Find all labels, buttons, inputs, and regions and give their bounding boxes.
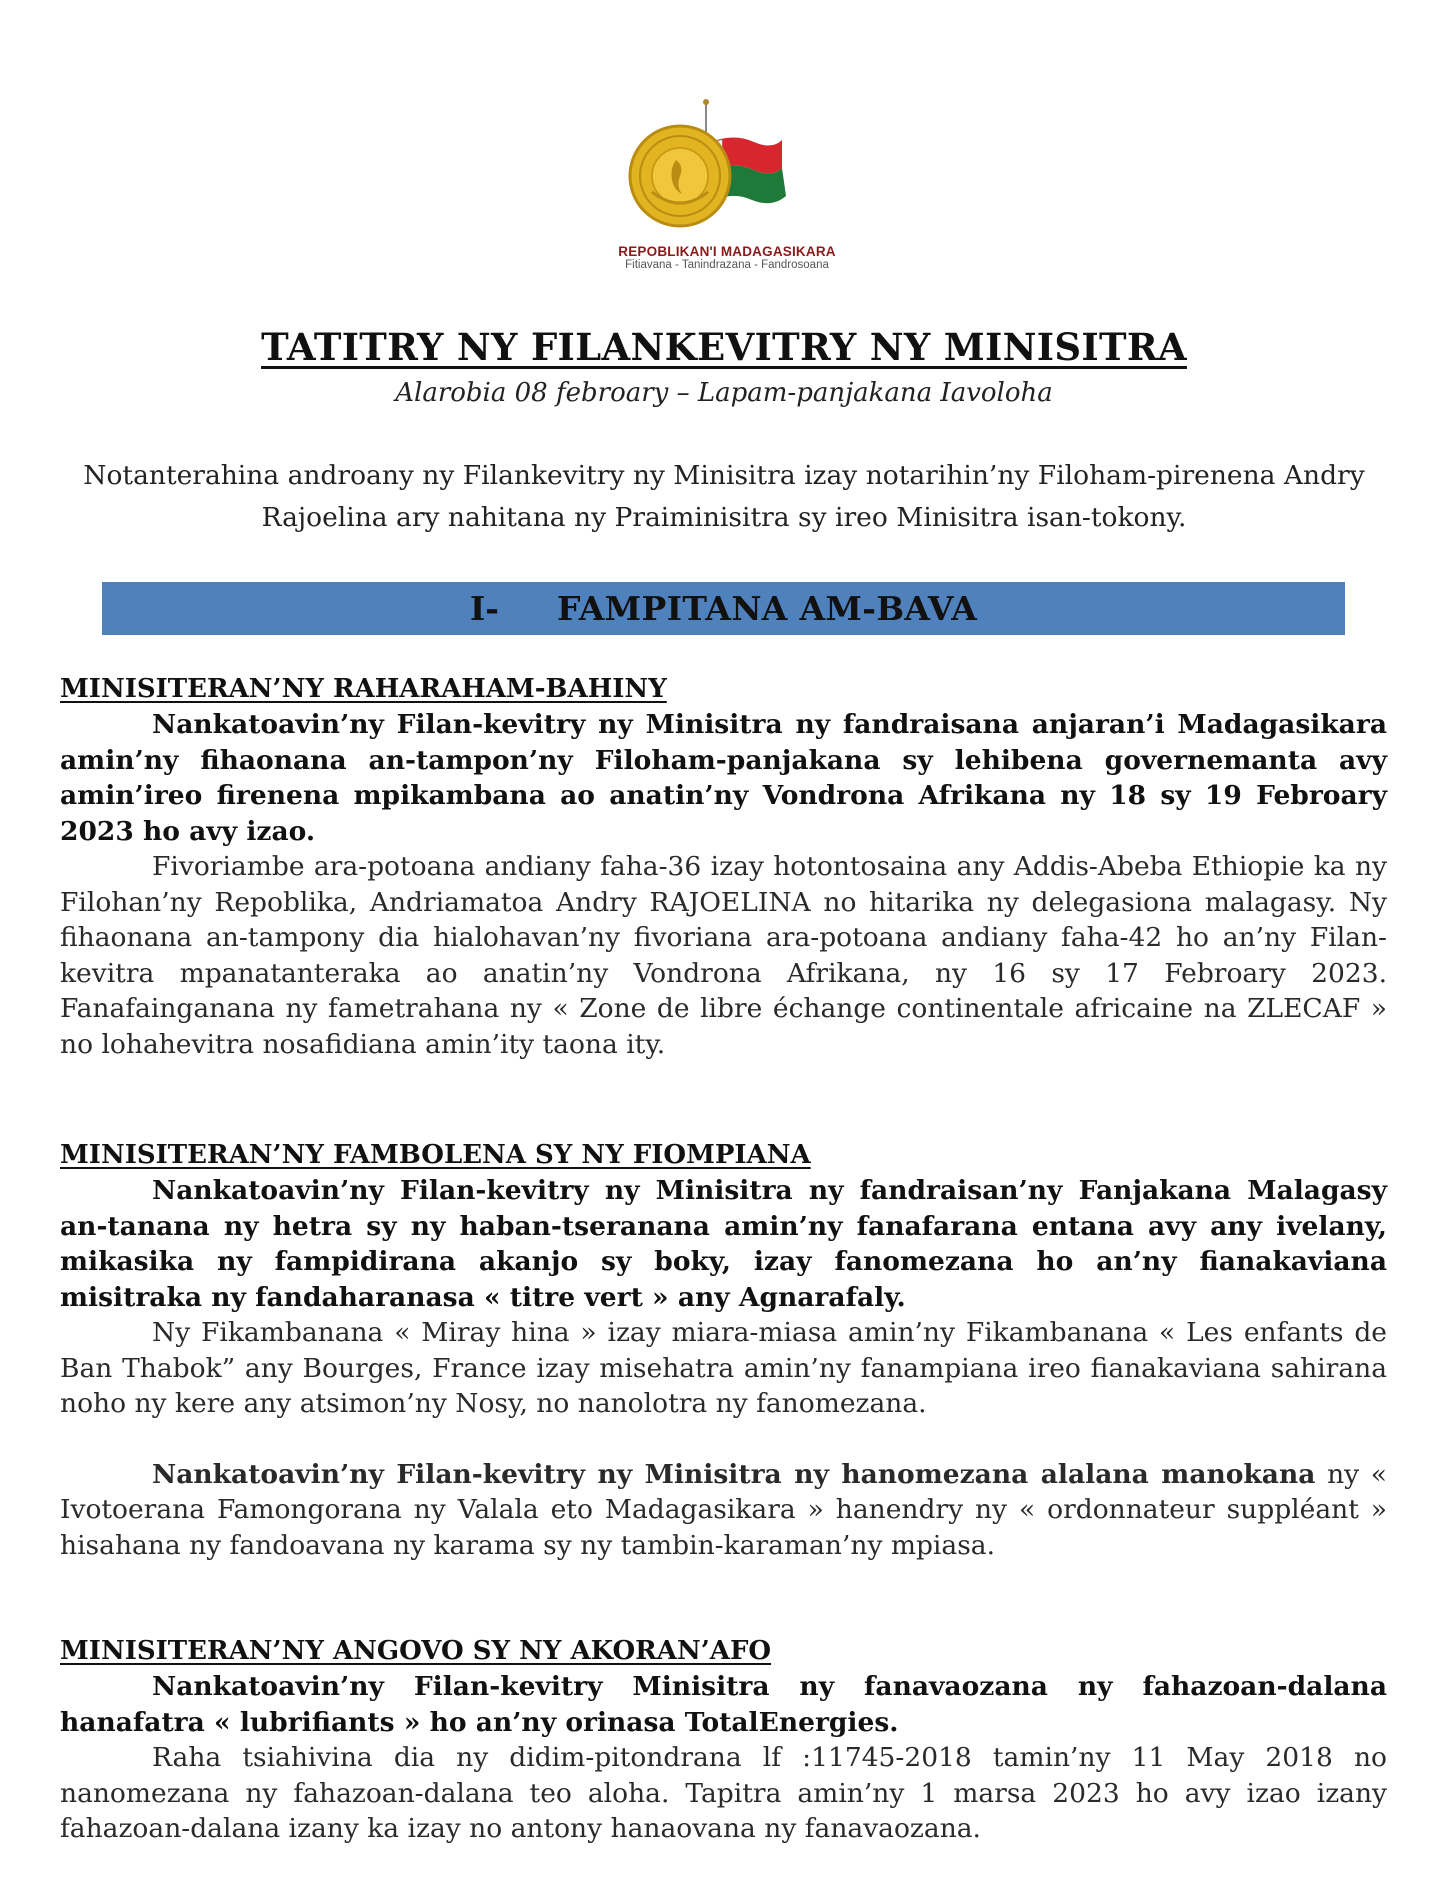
decision-paragraph: Nankatoavin’ny Filan-kevitry ny Minisitra ny fandraisana anjaran’i Madagasikara amin’ny fihaonana an-tampon’ny Filoham-panjakana sy lehibena governemanta avy amin’ireo firenena mpikambana ao anatin’ny Vondrona Afrikana ny 18 sy 19 Febroary 2023 ho avy izao. xyxy=(60,709,1387,847)
emblem-motto: Fitiavana - Tanindrazana - Fandrosoana xyxy=(625,259,829,271)
detail-paragraph: Raha tsiahivina dia ny didim-pitondrana lf :11745-2018 tamin’ny 11 May 2018 no nanomezana ny fahazoan-dalana teo aloha. Tapitra amin’ny 1 marsa 2023 ho avy izao izany fahazoan-dalana izany ka izay no antony hanaovana ny fanavaozana. xyxy=(60,1742,1387,1844)
emblem-country-name: REPOBLIKAN'I MADAGASIKARA xyxy=(618,244,836,259)
ministry-section-agriculture xyxy=(60,1137,1387,1563)
report-title: TATITRY NY FILANKEVITRY NY MINISITRA xyxy=(261,325,1187,369)
republic-emblem xyxy=(582,96,872,286)
mixed-decision-paragraph xyxy=(60,1457,1387,1564)
section-banner xyxy=(102,582,1345,635)
decision-lead-text: Nankatoavin’ny Filan-kevitry ny Minisitra ny hanomezana alalana manokana xyxy=(152,1458,1316,1490)
ministry-heading: MINISITERAN’NY FAMBOLENA SY NY FIOMPIANA xyxy=(60,1140,811,1170)
detail-paragraph: Ny Fikambanana « Miray hina » izay miara-miasa amin’ny Fikambanana « Les enfants de Ban Thabok” any Bourges, France izay misehatra amin’ny fanampiana ireo fianakaviana sahirana noho ny kere any atsimon’ny Nosy, no nanolotra ny fanomezana. xyxy=(60,1317,1387,1419)
ministry-heading: MINISITERAN’NY ANGOVO SY NY AKORAN’AFO xyxy=(60,1636,772,1666)
ministry-section-foreign-affairs xyxy=(60,671,1387,1062)
decision-rest-text: ny « Ivotoerana Famongorana ny Valala eto Madagasikara » hanendry ny « ordonnateur suppléant » hisahana ny fandoavana ny karama sy ny tambin-karaman’ny mpiasa. xyxy=(60,1458,1387,1561)
section-title: FAMPITANA AM-BAVA xyxy=(556,589,978,628)
intro-paragraph: Notanterahina androany ny Filankevitry ny Minisitra izay notarihin’ny Filoham-pirenena Andry Rajoelina ary nahitana ny Praiminisitra sy ireo Minisitra isan-tokony. xyxy=(83,460,1365,533)
detail-paragraph: Fivoriambe ara-potoana andiany faha-36 izay hotontosaina any Addis-Abeba Ethiopie ka ny Filohan’ny Repoblika, Andriamatoa Andry RAJOELINA no hitarika ny delegasiona malagasy. Ny fihaonana an-tampony dia hialohavan’ny fivoriana ara-potoana andiany faha-42 ho an’ny Filan-kevitra mpanatanteraka ao anatin’ny Vondrona Afrikana, ny 16 sy 17 Febroary 2023. Fanafainganana ny fametrahana ny « Zone de libre échange continentale africaine na ZLECAF » no lohahevitra nosafidiana amin’ity taona ity. xyxy=(60,851,1387,1060)
decision-paragraph: Nankatoavin’ny Filan-kevitry Minisitra ny fanavaozana ny fahazoan-dalana hanafatra « lubrifiants » ho an’ny orinasa TotalEnergies. xyxy=(60,1671,1387,1738)
section-number: I- xyxy=(469,589,499,628)
ministry-section-energy xyxy=(60,1633,1387,1847)
ministry-heading: MINISITERAN’NY RAHARAHAM-BAHINY xyxy=(60,674,667,704)
report-date-location: Alarobia 08 febroary – Lapam-panjakana Iavoloha xyxy=(395,378,1053,408)
emblem-seal-and-flag-icon xyxy=(622,96,832,246)
decision-paragraph: Nankatoavin’ny Filan-kevitry ny Minisitra ny fandraisan’ny Fanjakana Malagasy an-tanana ny hetra sy ny haban-tseranana amin’ny fanafarana entana avy any ivelany, mikasika ny fampidirana akanjo sy boky, izay fanomezana ho an’ny fianakaviana misitraka ny fandaharanasa « titre vert » any Agnarafaly. xyxy=(60,1175,1387,1313)
